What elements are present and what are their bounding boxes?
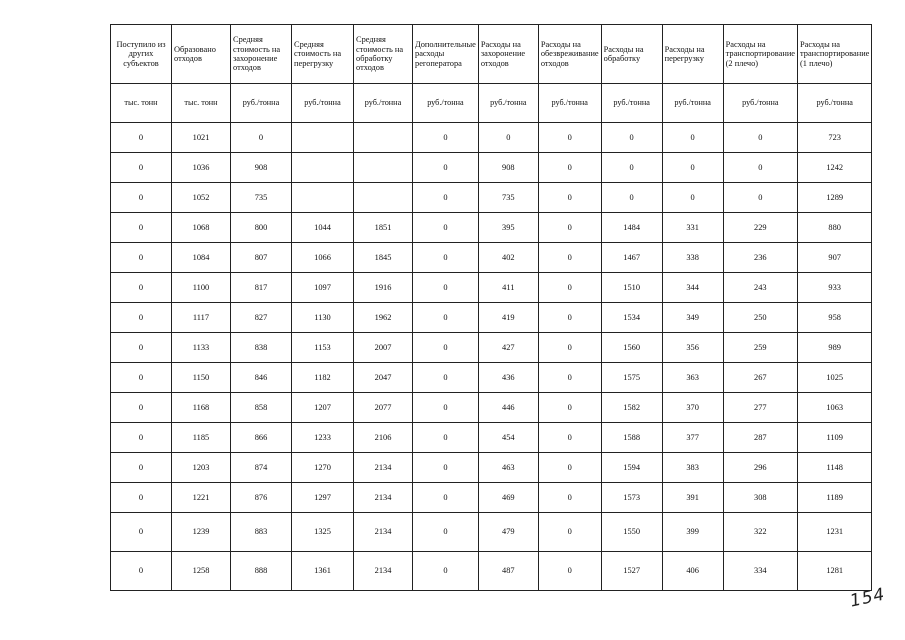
table-cell: 0 <box>111 393 172 423</box>
table-cell: 436 <box>478 363 538 393</box>
table-cell: 1168 <box>172 393 231 423</box>
table-cell: 874 <box>231 453 292 483</box>
table-cell: 0 <box>111 453 172 483</box>
table-cell: 1052 <box>172 183 231 213</box>
table-cell: 1962 <box>354 303 413 333</box>
table-cell: 888 <box>231 552 292 591</box>
table-cell: 0 <box>538 513 601 552</box>
table-cell: 908 <box>478 153 538 183</box>
table-cell: 1066 <box>292 243 354 273</box>
table-cell: 395 <box>478 213 538 243</box>
table-cell: 0 <box>538 333 601 363</box>
table-cell: 1258 <box>172 552 231 591</box>
table-cell: 1851 <box>354 213 413 243</box>
table-cell: 0 <box>413 333 479 363</box>
table-row <box>111 363 872 393</box>
table-cell: 0 <box>538 213 601 243</box>
table-cell: 1221 <box>172 483 231 513</box>
table-cell: 846 <box>231 363 292 393</box>
unit-cell: руб./тонна <box>231 84 292 123</box>
table-cell: 0 <box>538 363 601 393</box>
table-cell: 0 <box>111 483 172 513</box>
waste-cost-table <box>110 24 872 591</box>
table-cell: 296 <box>723 453 797 483</box>
table-cell: 0 <box>723 153 797 183</box>
table-cell: 1097 <box>292 273 354 303</box>
table-cell: 370 <box>662 393 723 423</box>
table-cell: 0 <box>413 243 479 273</box>
data-sheet <box>110 24 872 591</box>
table-cell: 1550 <box>601 513 662 552</box>
table-cell: 391 <box>662 483 723 513</box>
table-cell: 1845 <box>354 243 413 273</box>
table-cell: 2047 <box>354 363 413 393</box>
table-cell: 1484 <box>601 213 662 243</box>
table-cell: 0 <box>413 552 479 591</box>
table-cell: 287 <box>723 423 797 453</box>
table-cell: 0 <box>413 483 479 513</box>
table-cell <box>292 153 354 183</box>
table-cell: 1467 <box>601 243 662 273</box>
table-cell: 1133 <box>172 333 231 363</box>
header-cell: Расходы на транспортирование (1 плечо) <box>798 25 872 84</box>
table-row <box>111 333 872 363</box>
table-cell: 243 <box>723 273 797 303</box>
table-cell: 322 <box>723 513 797 552</box>
table-cell: 0 <box>478 123 538 153</box>
table-cell: 479 <box>478 513 538 552</box>
unit-cell: руб./тонна <box>292 84 354 123</box>
table-cell: 344 <box>662 273 723 303</box>
header-cell: Образовано отходов <box>172 25 231 84</box>
table-cell: 0 <box>538 153 601 183</box>
table-cell: 0 <box>413 213 479 243</box>
table-cell: 0 <box>538 123 601 153</box>
table-cell: 0 <box>413 303 479 333</box>
table-cell: 454 <box>478 423 538 453</box>
table-cell: 1916 <box>354 273 413 303</box>
table-row <box>111 552 872 591</box>
table-cell: 0 <box>111 243 172 273</box>
table-cell: 1025 <box>798 363 872 393</box>
table-cell: 908 <box>231 153 292 183</box>
table-cell: 0 <box>413 183 479 213</box>
table-cell: 0 <box>538 303 601 333</box>
table-row <box>111 513 872 552</box>
unit-cell: руб./тонна <box>354 84 413 123</box>
table-cell: 1233 <box>292 423 354 453</box>
table-cell <box>292 123 354 153</box>
table-cell: 858 <box>231 393 292 423</box>
table-row <box>111 273 872 303</box>
table-cell: 1534 <box>601 303 662 333</box>
table-cell: 1281 <box>798 552 872 591</box>
table-cell: 1130 <box>292 303 354 333</box>
table-cell: 1153 <box>292 333 354 363</box>
table-cell: 469 <box>478 483 538 513</box>
table-cell: 0 <box>538 273 601 303</box>
table-cell: 356 <box>662 333 723 363</box>
table-cell: 0 <box>723 183 797 213</box>
table-cell: 1297 <box>292 483 354 513</box>
table-cell: 0 <box>413 513 479 552</box>
units-row <box>111 84 872 123</box>
table-cell: 1203 <box>172 453 231 483</box>
table-cell: 1231 <box>798 513 872 552</box>
table-cell: 0 <box>111 363 172 393</box>
header-cell: Расходы на захоронение отходов <box>478 25 538 84</box>
table-cell: 250 <box>723 303 797 333</box>
table-row <box>111 483 872 513</box>
table-row <box>111 393 872 423</box>
table-cell: 2134 <box>354 483 413 513</box>
table-cell: 1036 <box>172 153 231 183</box>
table-cell: 1242 <box>798 153 872 183</box>
table-cell: 1575 <box>601 363 662 393</box>
table-cell: 1289 <box>798 183 872 213</box>
table-row <box>111 153 872 183</box>
table-cell: 331 <box>662 213 723 243</box>
table-cell <box>292 183 354 213</box>
table-cell: 866 <box>231 423 292 453</box>
table-cell: 1510 <box>601 273 662 303</box>
table-cell <box>354 153 413 183</box>
header-cell: Средняя стоимость на захоронение отходов <box>231 25 292 84</box>
table-cell: 0 <box>601 153 662 183</box>
table-cell: 1063 <box>798 393 872 423</box>
table-cell: 419 <box>478 303 538 333</box>
table-cell: 446 <box>478 393 538 423</box>
unit-cell: руб./тонна <box>413 84 479 123</box>
header-cell: Расходы на транспортирование (2 плечо) <box>723 25 797 84</box>
table-cell: 402 <box>478 243 538 273</box>
table-cell <box>354 123 413 153</box>
table-cell: 1117 <box>172 303 231 333</box>
table-cell: 876 <box>231 483 292 513</box>
table-row <box>111 213 872 243</box>
table-cell: 1582 <box>601 393 662 423</box>
table-row <box>111 303 872 333</box>
table-cell: 1150 <box>172 363 231 393</box>
table-cell: 338 <box>662 243 723 273</box>
unit-cell: руб./тонна <box>538 84 601 123</box>
unit-cell: руб./тонна <box>662 84 723 123</box>
table-cell: 259 <box>723 333 797 363</box>
header-cell: Дополнительные расходы регоператора <box>413 25 479 84</box>
table-cell: 377 <box>662 423 723 453</box>
table-cell: 0 <box>538 483 601 513</box>
table-cell: 399 <box>662 513 723 552</box>
table-cell: 1185 <box>172 423 231 453</box>
unit-cell: руб./тонна <box>723 84 797 123</box>
table-cell: 1573 <box>601 483 662 513</box>
table-row <box>111 123 872 153</box>
table-cell: 0 <box>413 153 479 183</box>
table-cell: 0 <box>111 213 172 243</box>
header-row <box>111 25 872 84</box>
table-cell: 1100 <box>172 273 231 303</box>
table-cell: 277 <box>723 393 797 423</box>
table-cell: 1182 <box>292 363 354 393</box>
table-cell <box>354 183 413 213</box>
table-cell: 2134 <box>354 552 413 591</box>
table-cell: 1270 <box>292 453 354 483</box>
table-cell: 463 <box>478 453 538 483</box>
table-cell: 411 <box>478 273 538 303</box>
page-number: 154 <box>848 584 888 612</box>
table-cell: 0 <box>601 183 662 213</box>
table-cell: 0 <box>413 393 479 423</box>
table-cell: 2077 <box>354 393 413 423</box>
table-cell: 0 <box>111 513 172 552</box>
header-cell: Средняя стоимость на обработку отходов <box>354 25 413 84</box>
table-row <box>111 423 872 453</box>
table-cell: 817 <box>231 273 292 303</box>
table-cell: 2134 <box>354 453 413 483</box>
table-cell: 1325 <box>292 513 354 552</box>
unit-cell: руб./тонна <box>601 84 662 123</box>
table-cell: 880 <box>798 213 872 243</box>
table-cell: 735 <box>478 183 538 213</box>
unit-cell: тыс. тонн <box>172 84 231 123</box>
table-cell: 308 <box>723 483 797 513</box>
table-cell: 1021 <box>172 123 231 153</box>
table-cell: 0 <box>413 423 479 453</box>
table-cell: 883 <box>231 513 292 552</box>
table-cell: 838 <box>231 333 292 363</box>
table-cell: 1588 <box>601 423 662 453</box>
table-cell: 0 <box>413 453 479 483</box>
unit-cell: руб./тонна <box>478 84 538 123</box>
table-row <box>111 453 872 483</box>
table-cell: 1148 <box>798 453 872 483</box>
table-cell: 800 <box>231 213 292 243</box>
unit-cell: руб./тонна <box>798 84 872 123</box>
table-cell: 1594 <box>601 453 662 483</box>
table-cell: 1109 <box>798 423 872 453</box>
table-cell: 383 <box>662 453 723 483</box>
table-cell: 0 <box>662 183 723 213</box>
table-cell: 334 <box>723 552 797 591</box>
table-row <box>111 183 872 213</box>
unit-cell: тыс. тонн <box>111 84 172 123</box>
table-cell: 0 <box>538 183 601 213</box>
header-cell: Расходы на обработку <box>601 25 662 84</box>
table-cell: 2007 <box>354 333 413 363</box>
table-cell: 0 <box>111 333 172 363</box>
table-cell: 0 <box>601 123 662 153</box>
table-cell: 236 <box>723 243 797 273</box>
table-cell: 958 <box>798 303 872 333</box>
table-cell: 0 <box>111 423 172 453</box>
table-cell: 0 <box>111 303 172 333</box>
table-cell: 827 <box>231 303 292 333</box>
table-cell: 0 <box>111 183 172 213</box>
table-cell: 406 <box>662 552 723 591</box>
table-cell: 487 <box>478 552 538 591</box>
table-cell: 0 <box>111 123 172 153</box>
table-cell: 1560 <box>601 333 662 363</box>
table-cell: 2134 <box>354 513 413 552</box>
table-cell: 807 <box>231 243 292 273</box>
table-cell: 0 <box>538 552 601 591</box>
table-row <box>111 243 872 273</box>
table-cell: 0 <box>723 123 797 153</box>
header-cell: Расходы на обезвреживание отходов <box>538 25 601 84</box>
table-cell: 0 <box>413 273 479 303</box>
table-cell: 363 <box>662 363 723 393</box>
table-cell: 0 <box>413 363 479 393</box>
table-cell: 989 <box>798 333 872 363</box>
table-cell: 0 <box>662 153 723 183</box>
table-cell: 229 <box>723 213 797 243</box>
table-cell: 0 <box>111 273 172 303</box>
table-cell: 0 <box>231 123 292 153</box>
table-cell: 0 <box>662 123 723 153</box>
table-cell: 0 <box>538 243 601 273</box>
table-cell: 1361 <box>292 552 354 591</box>
header-cell: Расходы на перегрузку <box>662 25 723 84</box>
table-cell: 1239 <box>172 513 231 552</box>
table-cell: 2106 <box>354 423 413 453</box>
table-cell: 1068 <box>172 213 231 243</box>
table-cell: 0 <box>111 552 172 591</box>
table-cell: 0 <box>538 423 601 453</box>
table-cell: 0 <box>111 153 172 183</box>
table-cell: 1084 <box>172 243 231 273</box>
table-cell: 267 <box>723 363 797 393</box>
table-cell: 1207 <box>292 393 354 423</box>
table-cell: 0 <box>538 453 601 483</box>
table-cell: 349 <box>662 303 723 333</box>
table-cell: 0 <box>538 393 601 423</box>
table-cell: 933 <box>798 273 872 303</box>
table-cell: 0 <box>413 123 479 153</box>
header-cell: Средняя стоимость на перегрузку <box>292 25 354 84</box>
table-cell: 427 <box>478 333 538 363</box>
table-cell: 1189 <box>798 483 872 513</box>
table-cell: 907 <box>798 243 872 273</box>
header-cell: Поступило из других субъектов <box>111 25 172 84</box>
table-cell: 723 <box>798 123 872 153</box>
table-cell: 1527 <box>601 552 662 591</box>
table-cell: 1044 <box>292 213 354 243</box>
table-cell: 735 <box>231 183 292 213</box>
